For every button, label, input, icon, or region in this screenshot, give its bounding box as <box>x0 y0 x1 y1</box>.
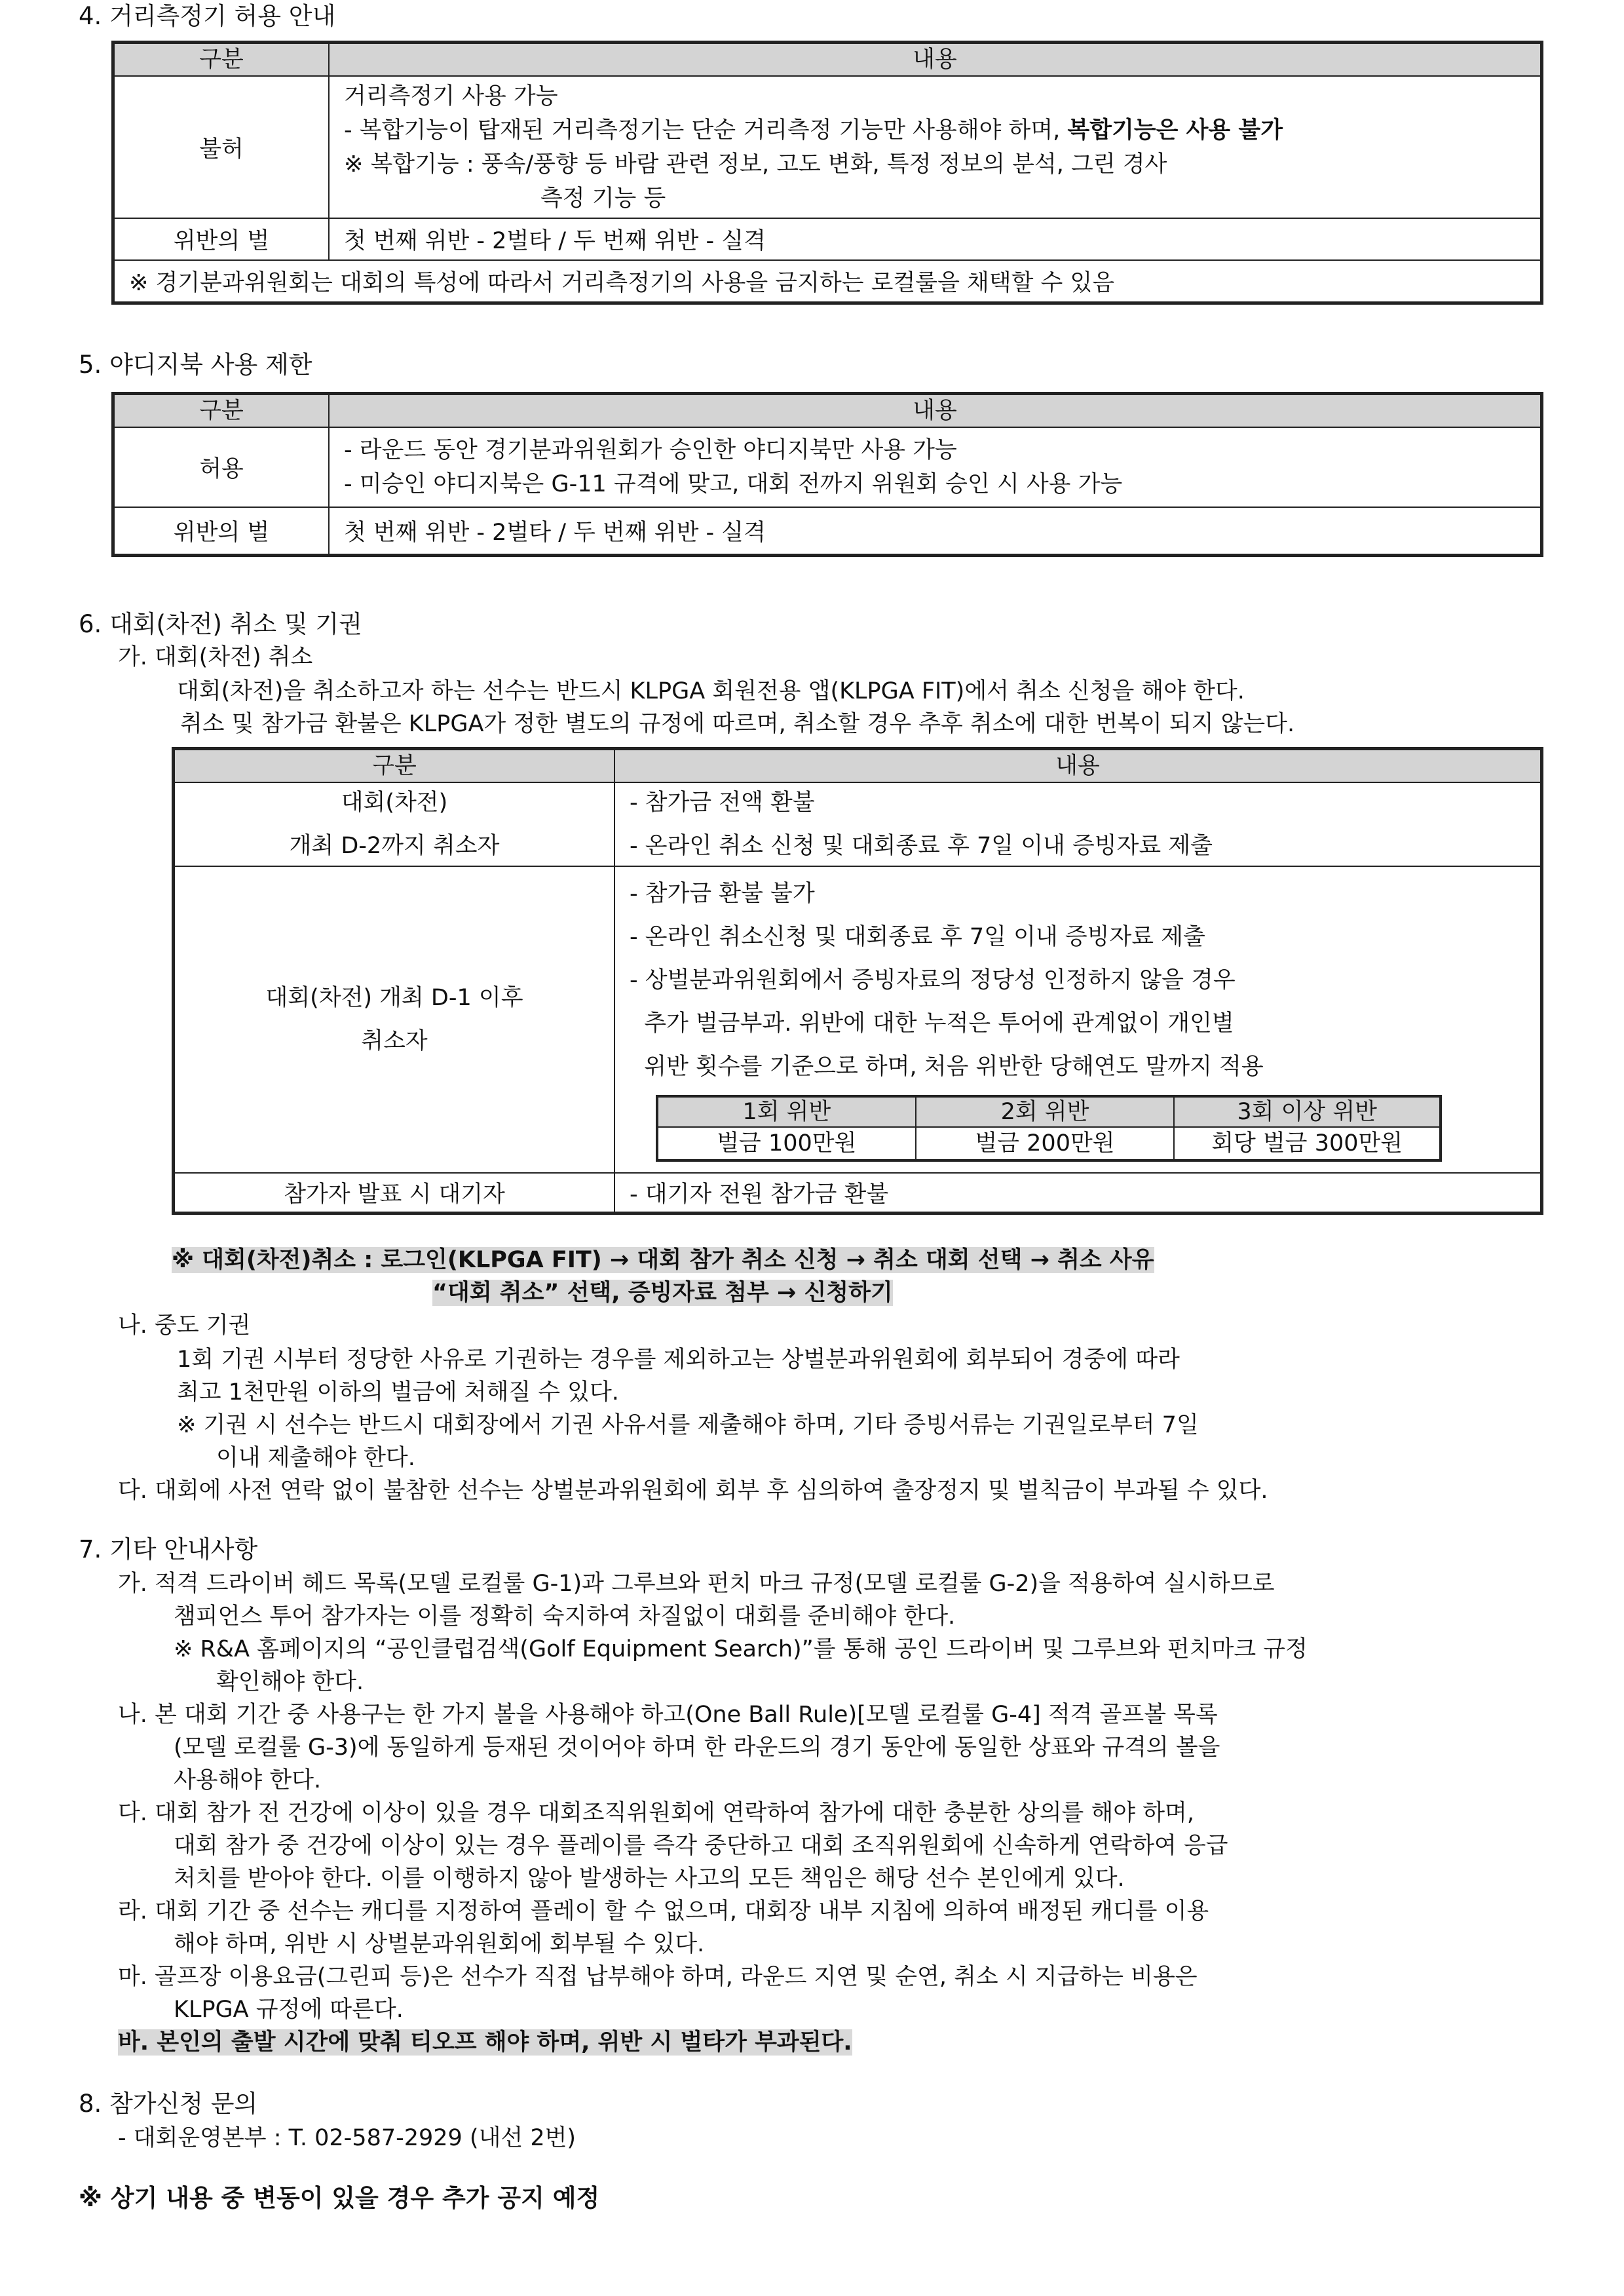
paragraph-line: ※ R&A 홈페이지의 “공인클럽검색(Golf Equipment Search)”를 통해 공인 드라이버 및 그루브와 펀치마크 규정 <box>174 1636 1308 1662</box>
table-note: ※ 경기분과위원회는 대회의 특성에 따라서 거리측정기의 사용을 금지하는 로컬룰을 채택할 수 있음 <box>113 260 1542 303</box>
content-line: 거리측정기 사용 가능 <box>344 83 558 109</box>
paragraph-line: 취소 및 참가금 환불은 KLPGA가 정한 별도의 규정에 따르며, 취소할 경우 추후 취소에 대한 번복이 되지 않는다. <box>180 711 1295 737</box>
fine-header: 1회 위반 <box>657 1096 916 1127</box>
section-5-title: 5. 야디지북 사용 제한 <box>79 351 312 379</box>
paragraph-line: ※ 기권 시 선수는 반드시 대회장에서 기권 사유서를 제출해야 하며, 기타 증빙서류는 기권일로부터 7일 <box>177 1412 1199 1438</box>
contact-line: - 대회운영본부 : T. 02-587-2929 (내선 2번) <box>118 2125 576 2151</box>
highlighted-text: “대회 취소” 선택, 증빙자료 첨부 → 신청하기 <box>432 1280 893 1306</box>
table-header-content: 내용 <box>329 394 1542 428</box>
cancellation-procedure-note <box>172 1244 1154 1276</box>
paragraph-line: 이내 제출해야 한다. <box>216 1445 415 1471</box>
paragraph-line: 마. 골프장 이용요금(그린피 등)은 선수가 직접 납부해야 하며, 라운드 지연 및 순연, 취소 시 지급하는 비용은 <box>118 1964 1198 1990</box>
section-8-title: 8. 참가신청 문의 <box>79 2090 258 2118</box>
subsection-b-title: 나. 중도 기권 <box>118 1312 251 1339</box>
rangefinder-table <box>111 41 1543 305</box>
content-line: 추가 벌금부과. 위반에 대한 누적은 투어에 관계없이 개인별 <box>630 1010 1234 1037</box>
section-4-title: 4. 거리측정기 허용 안내 <box>79 2 336 30</box>
paragraph-line: 대회(차전)을 취소하고자 하는 선수는 반드시 KLPGA 회원전용 앱(KLPGA FIT)에서 취소 신청을 해야 한다. <box>177 678 1245 704</box>
subsection-a-title: 가. 대회(차전) 취소 <box>118 644 313 670</box>
fine-header: 2회 위반 <box>916 1096 1175 1127</box>
fine-header: 3회 이상 위반 <box>1174 1096 1441 1127</box>
highlighted-text: 바. 본인의 출발 시간에 맞춰 티오프 해야 하며, 위반 시 벌타가 부과된다. <box>118 2029 852 2056</box>
content-line: 측정 기능 등 <box>540 185 666 212</box>
table-header-content: 내용 <box>614 749 1542 783</box>
section-6-title: 6. 대회(차전) 취소 및 기권 <box>79 610 362 638</box>
row-label-d2 <box>174 782 615 866</box>
subsection-c-line: 다. 대회에 사전 연락 없이 불참한 선수는 상벌분과위원회에 회부 후 심의하여 출장정지 및 벌칙금이 부과될 수 있다. <box>118 1478 1268 1504</box>
fine-table <box>656 1095 1442 1162</box>
row-content-d2 <box>614 782 1542 866</box>
row-content-d1 <box>614 866 1542 1173</box>
content-line: - 라운드 동안 경기분과위원회가 승인한 야디지북만 사용 가능 <box>344 437 957 463</box>
content-text: - 복합기능이 탑재된 거리측정기는 단순 거리측정 기능만 사용해야 하며, <box>344 117 1068 144</box>
yardage-book-table <box>111 392 1543 557</box>
content-line: ※ 복합기능 : 풍속/풍향 등 바람 관련 정보, 고도 변화, 특정 정보의 분석, 그린 경사 <box>344 151 1167 178</box>
paragraph-line: 대회 참가 중 건강에 이상이 있는 경우 플레이를 즉각 중단하고 대회 조직위원회에 신속하게 연락하여 응급 <box>174 1833 1228 1859</box>
paragraph-line: (모델 로컬룰 G-3)에 동일하게 등재된 것이어야 하며 한 라운드의 경기 동안에 동일한 상표와 규격의 볼을 <box>174 1734 1220 1761</box>
row-label-prohibited: 불허 <box>113 76 330 218</box>
footer-note: ※ 상기 내용 중 변동이 있을 경우 추가 공지 예정 <box>79 2184 600 2212</box>
row-label-penalty: 위반의 벌 <box>113 218 330 260</box>
paragraph-line: 1회 기권 시부터 정당한 사유로 기권하는 경우를 제외하고는 상벌분과위원회에 회부되어 경중에 따라 <box>177 1347 1180 1373</box>
paragraph-line: 최고 1천만원 이하의 벌금에 처해질 수 있다. <box>177 1379 619 1406</box>
row-content-prohibited <box>329 76 1542 218</box>
paragraph-line: 확인해야 한다. <box>216 1669 364 1695</box>
label-line: 취소자 <box>361 1028 428 1054</box>
fine-value: 벌금 100만원 <box>657 1127 916 1160</box>
label-line: 개최 D-2까지 취소자 <box>289 833 500 859</box>
row-content-penalty: 첫 번째 위반 - 2벌타 / 두 번째 위반 - 실격 <box>329 507 1542 556</box>
row-content-allowed <box>329 427 1542 507</box>
table-header-category: 구분 <box>174 749 615 783</box>
table-header-category: 구분 <box>113 43 330 77</box>
paragraph-line: KLPGA 규정에 따른다. <box>174 1997 404 2023</box>
highlighted-text: ※ 대회(차전)취소 : 로그인(KLPGA FIT) → 대회 참가 취소 신청 → 취소 대회 선택 → 취소 사유 <box>172 1247 1154 1273</box>
content-line: - 온라인 취소 신청 및 대회종료 후 7일 이내 증빙자료 제출 <box>630 833 1213 859</box>
row-content-penalty: 첫 번째 위반 - 2벌타 / 두 번째 위반 - 실격 <box>329 218 1542 260</box>
paragraph-line: 라. 대회 기간 중 선수는 캐디를 지정하여 플레이 할 수 없으며, 대회장 내부 지침에 의하여 배정된 캐디를 이용 <box>118 1898 1209 1924</box>
row-label-waitlist: 참가자 발표 시 대기자 <box>174 1173 615 1214</box>
row-label-allowed: 허용 <box>113 427 330 507</box>
section-7-title: 7. 기타 안내사항 <box>79 1535 258 1563</box>
paragraph-line: 처치를 받아야 한다. 이를 이행하지 않아 발생하는 사고의 모든 책임은 해당 선수 본인에게 있다. <box>174 1866 1125 1892</box>
content-line: - 참가금 전액 환불 <box>630 790 815 816</box>
content-line <box>344 113 1526 147</box>
content-line: - 온라인 취소신청 및 대회종료 후 7일 이내 증빙자료 제출 <box>630 924 1205 950</box>
label-line: 대회(차전) 개최 D-1 이후 <box>265 985 523 1011</box>
table-header-category: 구분 <box>113 394 330 428</box>
paragraph-line: 다. 대회 참가 전 건강에 이상이 있을 경우 대회조직위원회에 연락하여 참가에 대한 충분한 상의를 해야 하며, <box>118 1800 1194 1826</box>
paragraph-line: 가. 적격 드라이버 헤드 목록(모델 로컬룰 G-1)과 그루브와 펀치 마크 규정(모델 로컬룰 G-2)을 적용하여 실시하므로 <box>118 1571 1275 1597</box>
cancellation-procedure-note <box>432 1276 893 1309</box>
row-label-penalty: 위반의 벌 <box>113 507 330 556</box>
content-line: - 참가금 환불 불가 <box>630 881 815 907</box>
tee-off-notice <box>118 2026 852 2059</box>
fine-value: 회당 벌금 300만원 <box>1174 1127 1441 1160</box>
row-label-d1 <box>174 866 615 1173</box>
paragraph-line: 해야 하며, 위반 시 상벌분과위원회에 회부될 수 있다. <box>174 1931 705 1957</box>
bold-text: 복합기능은 사용 불가 <box>1067 117 1283 144</box>
label-line: 대회(차전) <box>341 790 448 816</box>
content-line: 위반 횟수를 기준으로 하며, 처음 위반한 당해연도 말까지 적용 <box>630 1054 1264 1080</box>
cancellation-table <box>172 747 1543 1215</box>
row-content-waitlist: - 대기자 전원 참가금 환불 <box>614 1173 1542 1214</box>
paragraph-line: 나. 본 대회 기간 중 사용구는 한 가지 볼을 사용해야 하고(One Ball Rule)[모델 로컬룰 G-4] 적격 골프볼 목록 <box>118 1702 1218 1728</box>
content-line: - 상벌분과위원회에서 증빙자료의 정당성 인정하지 않을 경우 <box>630 967 1236 993</box>
table-header-content: 내용 <box>329 43 1542 77</box>
content-line: - 미승인 야디지북은 G-11 규격에 맞고, 대회 전까지 위원회 승인 시 사용 가능 <box>344 471 1123 497</box>
fine-value: 벌금 200만원 <box>916 1127 1175 1160</box>
paragraph-line: 챔피언스 투어 참가자는 이를 정확히 숙지하여 차질없이 대회를 준비해야 한다. <box>174 1603 956 1630</box>
paragraph-line: 사용해야 한다. <box>174 1767 322 1793</box>
